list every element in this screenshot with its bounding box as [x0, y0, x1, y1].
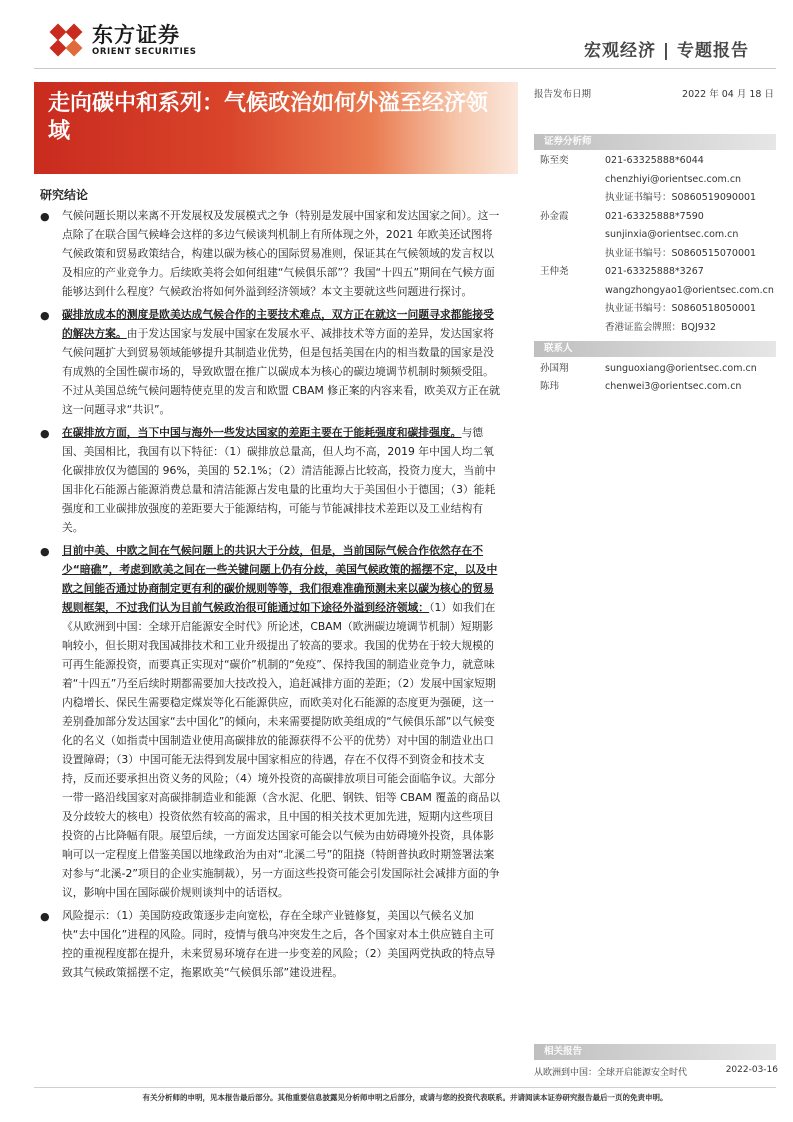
contact-name: 孙国翔: [540, 363, 569, 374]
conclusion-text: 与德国、美国相比，我国有以下特征：（1）碳排放总量高，但人均不高，2019 年中国人均二氧化碳排放仅为德国的 96%，美国的 52.1%；（2）清洁能源占比较高，投资力度大，当前中国非化石能源占能源消费总量和清洁能源占发电量的比重均大于美国但小于德国；（3）能耗强度和工业碳排放强度的差距要大于能源结构，可能与节能减排技术差距以及工业结构有关。: [62, 426, 496, 534]
contacts-header: 联系人: [534, 341, 776, 357]
analyst-phone: 021-63325888*3267: [605, 266, 704, 277]
analyst-name: 陈至奕: [540, 155, 569, 166]
contact-list: [540, 360, 776, 396]
report-date-label: 报告发布日期: [534, 89, 592, 100]
analyst-name: 王仲尧: [540, 266, 569, 277]
bullet-icon: ●: [40, 427, 50, 440]
report-date: [534, 86, 774, 100]
related-report[interactable]: [534, 1065, 778, 1078]
conclusion-text: 由于发达国家与发展中国家在发展水平、减排技术等方面的差异，发达国家将气候问题扩大到贸易领域能够提升其制造业优势，但是包括美国在内的相当数量的国家是没有成熟的全国性碳市场的，导致欧盟在推广以碳成本为核心的碳边境调节机制时频频受阻。不过从美国总统气候问题特使克里的发言和欧盟 CBAM 修正案的内容来看，欧美双方正在就这一问题寻求“共识”。: [62, 327, 500, 416]
logo-cn-text: 东方证券: [92, 22, 180, 47]
analyst-cert: 执业证书编号：S0860518050001: [605, 303, 757, 314]
contact-name: 陈玮: [540, 381, 560, 392]
title-banner: [34, 82, 518, 174]
report-date-value: 2022 年 04 月 18 日: [682, 89, 774, 100]
conclusion-item: [40, 541, 500, 902]
conclusion-text: 气候问题长期以来离不开发展权及发展模式之争（特别是发展中国家和发达国家之间）。这一点除了在联合国气候峰会这样的多边气候谈判机制上有所体现之外，2021 年欧美还试图将气候政策和贸易政策结合，构建以碳为核心的国际贸易准则，保证其在气候领域的发言权以及相应的产业竞争力。后续欧美将会如何组建“气候俱乐部”？我国“十四五”期间在气候方面能够达到什么程度？气候政治将如何外溢到经济领域？本文主要就这些问题进行探讨。: [62, 209, 500, 298]
company-logo: [48, 16, 238, 64]
logo-mark-icon: [48, 22, 84, 58]
bullet-icon: ●: [40, 545, 50, 558]
analyst-phone: 021-63325888*6044: [605, 155, 704, 166]
bullet-icon: ●: [40, 309, 50, 322]
conclusion-highlight: 目前中美、中欧之间在气候问题上的共识大于分歧，但是，当前国际气候合作依然存在不少“暗礁”，考虑到欧美之间在一些关键问题上仍有分歧，美国气候政策的摇摆不定，以及中欧之间能否通过协商制定更有利的碳价规则等等，我们很难准确预测未来以碳为核心的贸易规则框架，不过我们认为目前气候政治很可能通过如下途径外溢到经济领域：: [62, 544, 498, 614]
section-title: 研究结论: [40, 188, 89, 202]
contact-email[interactable]: chenwei3@orientsec.com.cn: [605, 381, 742, 392]
bullet-icon: ●: [40, 910, 50, 923]
contact-email[interactable]: sunguoxiang@orientsec.com.cn: [605, 363, 757, 374]
analyst-cert: 执业证书编号：S0860519090001: [605, 192, 757, 203]
risk-text: 风险提示：（1）美国防疫政策逐步走向宽松，存在全球产业链修复，美国以气候名义加快“去中国化”进程的风险。同时，疫情与俄乌冲突发生之后，各个国家对本土供应链自主可控的重视程度都在提升，未来贸易环境存在进一步变差的风险；（2）美国两党执政的特点导致其气候政策摇摆不定，拖累欧美“气候俱乐部”建设进程。: [62, 909, 496, 979]
conclusion-item: [40, 305, 500, 419]
conclusion-item: [40, 423, 500, 537]
related-report-title[interactable]: 从欧洲到中国：全球开启能源安全时代: [534, 1068, 688, 1078]
conclusion-highlight: 碳排放成本的测度是欧美达成气候合作的主要技术难点，双方正在就这一问题寻求都能接受的解决方案。: [62, 308, 494, 340]
report-category: 宏观经济 | 专题报告: [583, 41, 749, 61]
conclusion-text: （1）如我们在《从欧洲到中国：全球开启能源安全时代》所论述，CBAM（欧洲碳边境调节机制）短期影响较小，但长期对我国减排技术和工业升级提出了较高的要求。我国的优势在于较大规模的可再生能源投资，而要真正实现对“碳价”机制的“免疫”、保持我国的制造业竞争力，就意味着“十四五”乃至后续时期都需要加大技改投入，追赶减排方面的差距；（2）发展中国家短期内稳增长、保民生需要稳定煤炭等化石能源供应，而欧美对化石能源的态度更为强硬，这一差别叠加部分发达国家“去中国化”的倾向，未来需要提防欧美组成的“气候俱乐部”以气候变化的名义（如指责中国制造业使用高碳排放的能源获得不公平的优势）对中国的制造业出口设置障碍；（3）中国可能无法得到发展中国家相应的待遇，存在不仅得不到资金和技术支持，反而还要承担出资义务的风险；（4）境外投资的高碳排放项目可能会面临争议。大部分一带一路沿线国家对高碳排制造业和能源（含水泥、化肥、钢铁、铝等 CBAM 覆盖的商品以及分歧较大的核电）投资依然有较高的需求，且中国的相关技术更加先进，短期内这些项目投资的占比降幅有限。展望后续，一方面发达国家可能会以气候为由妨碍境外投资，具体影响可以一定程度上借鉴美国以地缘政治为由对“北溪二号”的阻挠（特朗普执政时期签署法案对参与“北溪-2”项目的企业实施制裁），另一方面这些投资可能会引发国际社会减排方面的争议，影响中国在国际碳价规则谈判中的话语权。: [62, 601, 500, 899]
conclusion-item: [40, 206, 500, 301]
research-conclusions: [40, 206, 500, 986]
related-header: 相关报告: [534, 1044, 776, 1060]
analyst-email[interactable]: chenzhiyi@orientsec.com.cn: [605, 173, 742, 185]
header-divider: [34, 68, 776, 69]
related-report-date: 2022-03-16: [725, 1065, 778, 1075]
analyst-cert: 执业证书编号：S0860515070001: [605, 247, 757, 259]
analyst-list: [540, 152, 776, 337]
analyst-name: 孙金霞: [540, 210, 569, 222]
analyst-email[interactable]: sunjinxia@orientsec.com.cn: [605, 229, 739, 240]
analyst-phone: 021-63325888*7590: [605, 210, 704, 222]
logo-en-text: ORIENT SECURITIES: [92, 46, 197, 57]
bullet-icon: ●: [40, 210, 50, 223]
report-title: 走向碳中和系列：气候政治如何外溢至经济领域: [48, 91, 489, 144]
analyst-hk-license: 香港证监会牌照：BQJ932: [605, 321, 716, 333]
footer-divider: [34, 1087, 776, 1088]
analysts-header: 证券分析师: [534, 134, 776, 150]
analyst-email[interactable]: wangzhongyao1@orientsec.com.cn: [605, 284, 774, 296]
conclusion-highlight: 在碳排放方面，当下中国与海外一些发达国家的差距主要在于能耗强度和碳排强度。: [62, 426, 462, 439]
footer-disclaimer: 有关分析师的申明，见本报告最后部分。其他重要信息披露见分析师申明之后部分，或请与您的投资代表联系。并请阅读本证券研究报告最后一页的免责申明。: [142, 1093, 668, 1102]
risk-warning: [40, 906, 500, 982]
